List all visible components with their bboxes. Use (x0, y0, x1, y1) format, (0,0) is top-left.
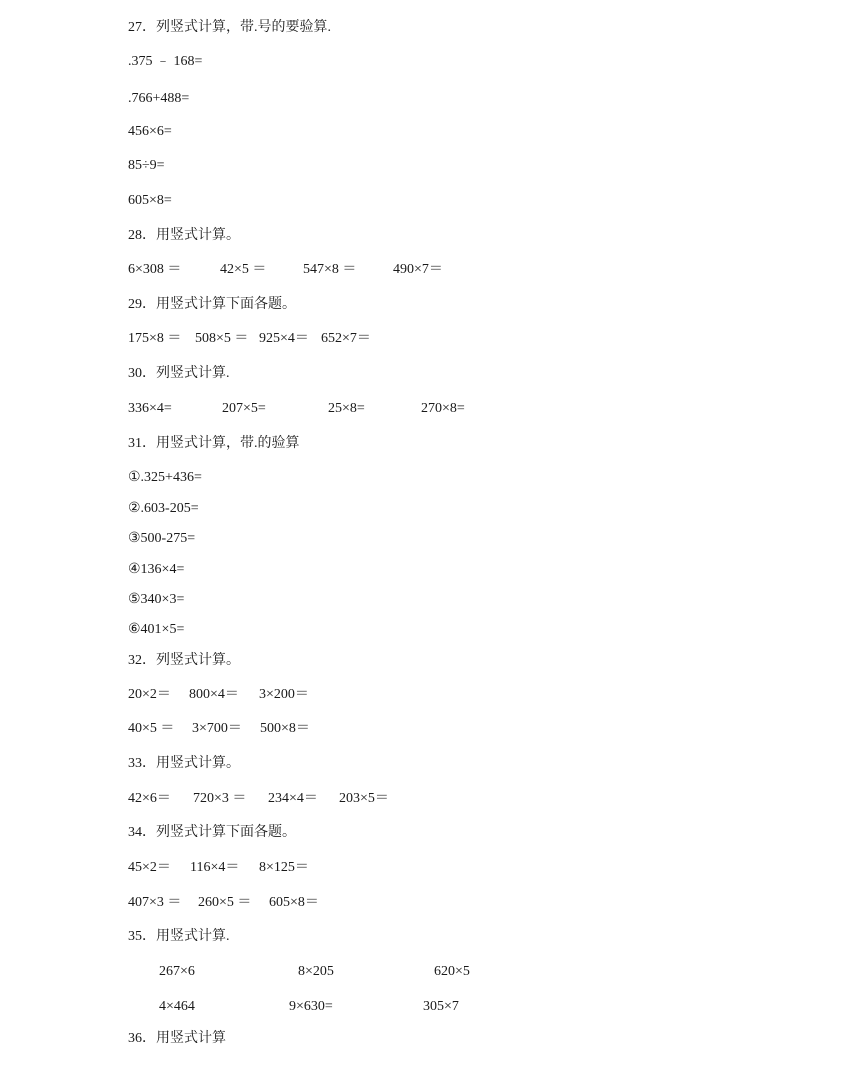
q35-row2-item-1: 4×464 (159, 999, 195, 1014)
q35-row2-item-2: 9×630= (289, 999, 333, 1014)
q28-item-1: 6×308 ＝ (128, 262, 182, 277)
q28-title: 28．用竖式计算。 (128, 228, 240, 243)
q34-row1-item-3: 8×125＝ (259, 860, 309, 875)
q29-title: 29．用竖式计算下面各题。 (128, 297, 296, 312)
q28-item-4: 490×7＝ (393, 262, 443, 277)
q30-item-1: 336×4= (128, 401, 172, 416)
q32-row1-item-1: 20×2＝ (128, 687, 171, 702)
q31-title: 31．用竖式计算，带.的验算 (128, 436, 300, 451)
q33-item-1: 42×6＝ (128, 791, 171, 806)
q28-item-2: 42×5 ＝ (220, 262, 267, 277)
q27-item-2: .766+488= (128, 91, 190, 106)
q30-title: 30．列竖式计算. (128, 366, 230, 381)
q27-item-4: 85÷9= (128, 158, 165, 173)
q35-title: 35．用竖式计算. (128, 929, 230, 944)
q33-item-4: 203×5＝ (339, 791, 389, 806)
q31-item-6: ⑥401×5= (128, 622, 185, 637)
q35-row1-item-2: 8×205 (298, 964, 334, 979)
q35-row2-item-3: 305×7 (423, 999, 459, 1014)
q31-item-5: ⑤340×3= (128, 592, 185, 607)
q30-item-2: 207×5= (222, 401, 266, 416)
q32-row2-item-2: 3×700＝ (192, 721, 242, 736)
q33-item-2: 720×3 ＝ (193, 791, 247, 806)
q31-item-2: ②.603-205= (128, 501, 199, 516)
q34-title: 34．列竖式计算下面各题。 (128, 825, 296, 840)
q31-item-1: ①.325+436= (128, 470, 202, 485)
q35-row1-item-3: 620×5 (434, 964, 470, 979)
q27-title: 27．列竖式计算，带.号的要验算. (128, 20, 331, 35)
q36-title: 36．用竖式计算 (128, 1031, 226, 1046)
q34-row1-item-1: 45×2＝ (128, 860, 171, 875)
q33-item-3: 234×4＝ (268, 791, 318, 806)
q34-row2-item-3: 605×8＝ (269, 895, 319, 910)
q33-title: 33．用竖式计算。 (128, 756, 240, 771)
q34-row2-item-1: 407×3 ＝ (128, 895, 182, 910)
q28-item-3: 547×8 ＝ (303, 262, 357, 277)
q27-item-5: 605×8= (128, 193, 172, 208)
q34-row2-item-2: 260×5 ＝ (198, 895, 252, 910)
q32-row1-item-2: 800×4＝ (189, 687, 239, 702)
q32-row1-item-3: 3×200＝ (259, 687, 309, 702)
q32-row2-item-1: 40×5 ＝ (128, 721, 175, 736)
q34-row1-item-2: 116×4＝ (190, 860, 240, 875)
q27-item-3: 456×6= (128, 124, 172, 139)
q32-title: 32．列竖式计算。 (128, 653, 240, 668)
q29-item-2: 508×5 ＝ (195, 331, 249, 346)
q31-item-3: ③500-275= (128, 531, 196, 546)
q29-item-3: 925×4＝ (259, 331, 309, 346)
q35-row1-item-1: 267×6 (159, 964, 195, 979)
q29-item-4: 652×7＝ (321, 331, 371, 346)
q30-item-4: 270×8= (421, 401, 465, 416)
q27-item-1: .375 ﹣ 168= (128, 54, 203, 69)
q30-item-3: 25×8= (328, 401, 365, 416)
q31-item-4: ④136×4= (128, 562, 185, 577)
q32-row2-item-3: 500×8＝ (260, 721, 310, 736)
q29-item-1: 175×8 ＝ (128, 331, 182, 346)
